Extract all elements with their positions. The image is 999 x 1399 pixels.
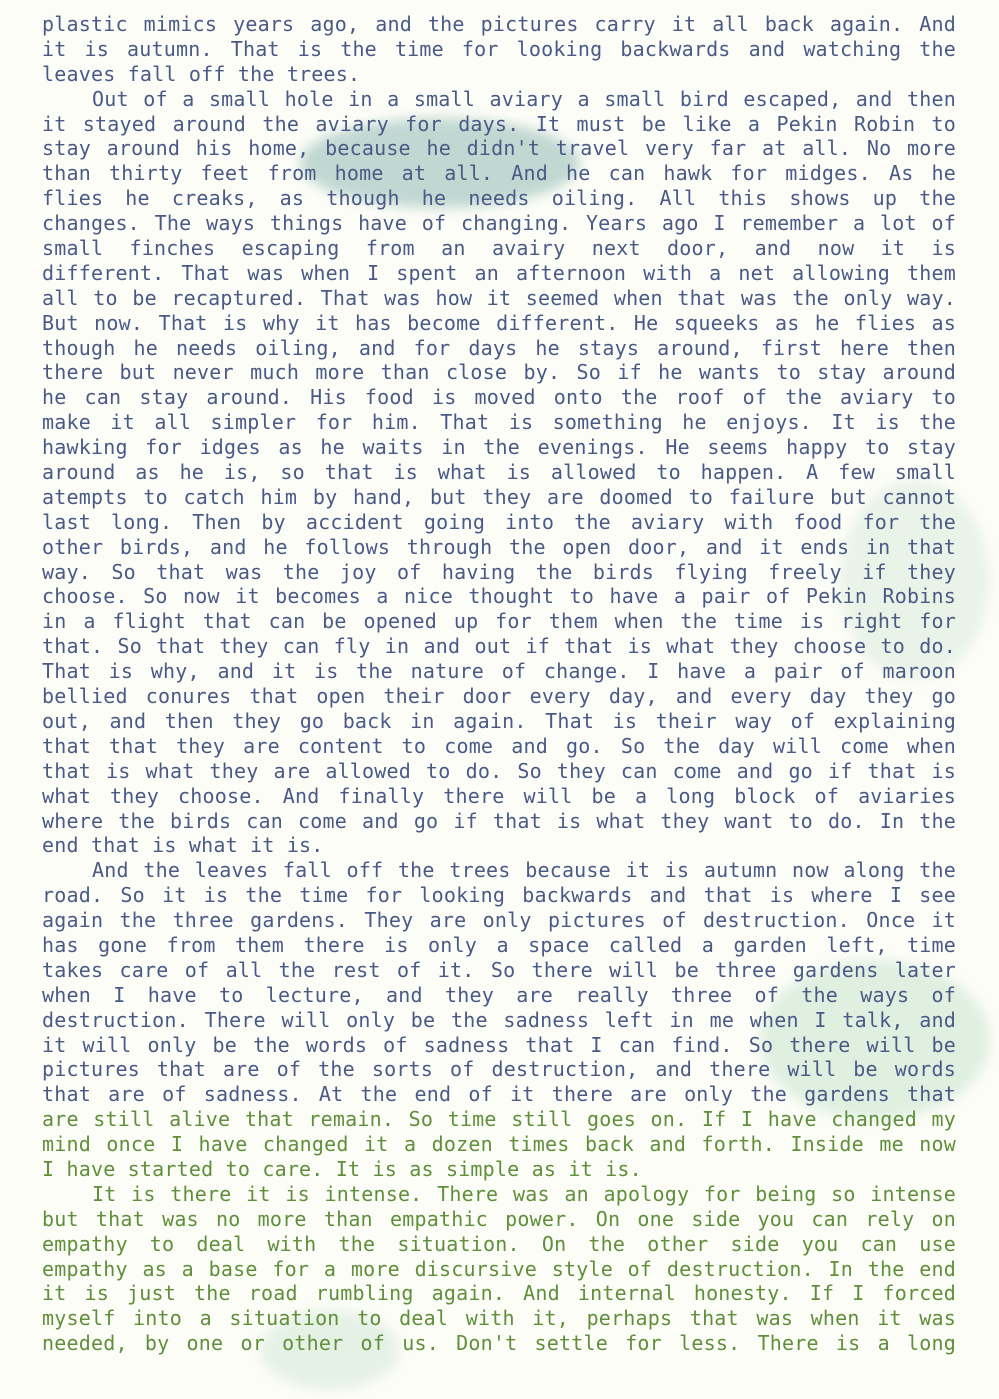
text-line: atempts to catch him by hand, but they are doomed to failure but cannot [42, 484, 956, 509]
text-line: last long. Then by accident going into the aviary with food for the [42, 509, 956, 534]
text-line: again the three gardens. They are only pictures of destruction. Once it [42, 908, 956, 933]
text-line: small finches escaping from an avairy next door, and now it is [42, 236, 956, 261]
text-line: he can stay around. His food is moved onto the roof of the aviary to [42, 385, 956, 410]
text-line: mind once I have changed it a dozen times back and forth. Inside me now [42, 1132, 956, 1157]
text-line: that. So that they can fly in and out if that is what they choose to do. [42, 634, 956, 659]
text-line: that that they are content to come and go. So the day will come when [42, 733, 956, 758]
text-line: it stayed around the aviary for days. It must be like a Pekin Robin to [42, 111, 956, 136]
text-line: out, and then they go back in again. That is their way of explaining [42, 708, 956, 733]
text-line: way. So that was the joy of having the birds flying freely if they [42, 559, 956, 584]
text-line: it is autumn. That is the time for looking backwards and watching the [42, 36, 956, 61]
text-line: around as he is, so that is what is allowed to happen. A few small [42, 460, 956, 485]
text-line: It is there it is intense. There was an apology for being so intense [92, 1181, 956, 1206]
text-line: needed, by one or other of us. Don't settle for less. There is a long [42, 1331, 956, 1356]
text-line: But now. That is why it has become different. He squeeks as he flies as [42, 310, 956, 335]
typewritten-text [42, 12, 956, 1356]
text-line: other birds, and he follows through the open door, and it ends in that [42, 534, 956, 559]
text-line: I have started to care. It is as simple as it is. [42, 1156, 642, 1181]
text-line: has gone from them there is only a space called a garden left, time [42, 932, 956, 957]
text-line: different. That was when I spent an afternoon with a net allowing them [42, 260, 956, 285]
text-line: but that was no more than empathic power. On one side you can rely on [42, 1206, 956, 1231]
text-line: though he needs oiling, and for days he stays around, first here then [42, 335, 956, 360]
text-line: pictures that are of the sorts of destruction, and there will be words [42, 1057, 956, 1082]
text-line: in a flight that can be opened up for them when the time is right for [42, 609, 956, 634]
text-line: make it all simpler for him. That is something he enjoys. It is the [42, 410, 956, 435]
text-line: flies he creaks, as though he needs oiling. All this shows up the [42, 186, 956, 211]
text-line: empathy as a base for a more discursive style of destruction. In the end [42, 1256, 956, 1281]
text-line: than thirty feet from home at all. And he can hawk for midges. As he [42, 161, 956, 186]
text-line: choose. So now it becomes a nice thought to have a pair of Pekin Robins [42, 584, 956, 609]
text-line: what they choose. And finally there will be a long block of aviaries [42, 783, 956, 808]
text-line: That is why, and it is the nature of change. I have a pair of maroon [42, 659, 956, 684]
text-line: when I have to lecture, and they are really three of the ways of [42, 982, 956, 1007]
text-line: that are of sadness. At the end of it there are only the gardens that [42, 1082, 956, 1107]
text-line: destruction. There will only be the sadness left in me when I talk, and [42, 1007, 956, 1032]
text-line: all to be recaptured. That was how it seemed when that was the only way. [42, 285, 956, 310]
text-line: it will only be the words of sadness that I can find. So there will be [42, 1032, 956, 1057]
text-line: And the leaves fall off the trees because it is autumn now along the [92, 858, 956, 883]
text-line: myself into a situation to deal with it, perhaps that was when it was [42, 1306, 956, 1331]
text-line: where the birds can come and go if that is what they want to do. In the [42, 808, 956, 833]
text-line: that is what they are allowed to do. So they can come and go if that is [42, 758, 956, 783]
text-line: empathy to deal with the situation. On the other side you can use [42, 1231, 956, 1256]
text-line: hawking for idges as he waits in the evenings. He seems happy to stay [42, 435, 956, 460]
text-line: end that is what it is. [42, 833, 324, 858]
text-line: takes care of all the rest of it. So there will be three gardens later [42, 957, 956, 982]
text-line: are still alive that remain. So time still goes on. If I have changed my [42, 1107, 956, 1132]
text-line: stay around his home, because he didn't travel very far at all. No more [42, 136, 956, 161]
text-line: Out of a small hole in a small aviary a small bird escaped, and then [92, 86, 956, 111]
text-line: there but never much more than close by. So if he wants to stay around [42, 360, 956, 385]
text-line: bellied conures that open their door every day, and every day they go [42, 684, 956, 709]
text-line: changes. The ways things have of changing. Years ago I remember a lot of [42, 211, 956, 236]
text-line: road. So it is the time for looking backwards and that is where I see [42, 883, 956, 908]
text-line: plastic mimics years ago, and the pictures carry it all back again. And [42, 12, 956, 36]
text-line: leaves fall off the trees. [42, 61, 361, 86]
text-line: it is just the road rumbling again. And internal honesty. If I forced [42, 1281, 956, 1306]
